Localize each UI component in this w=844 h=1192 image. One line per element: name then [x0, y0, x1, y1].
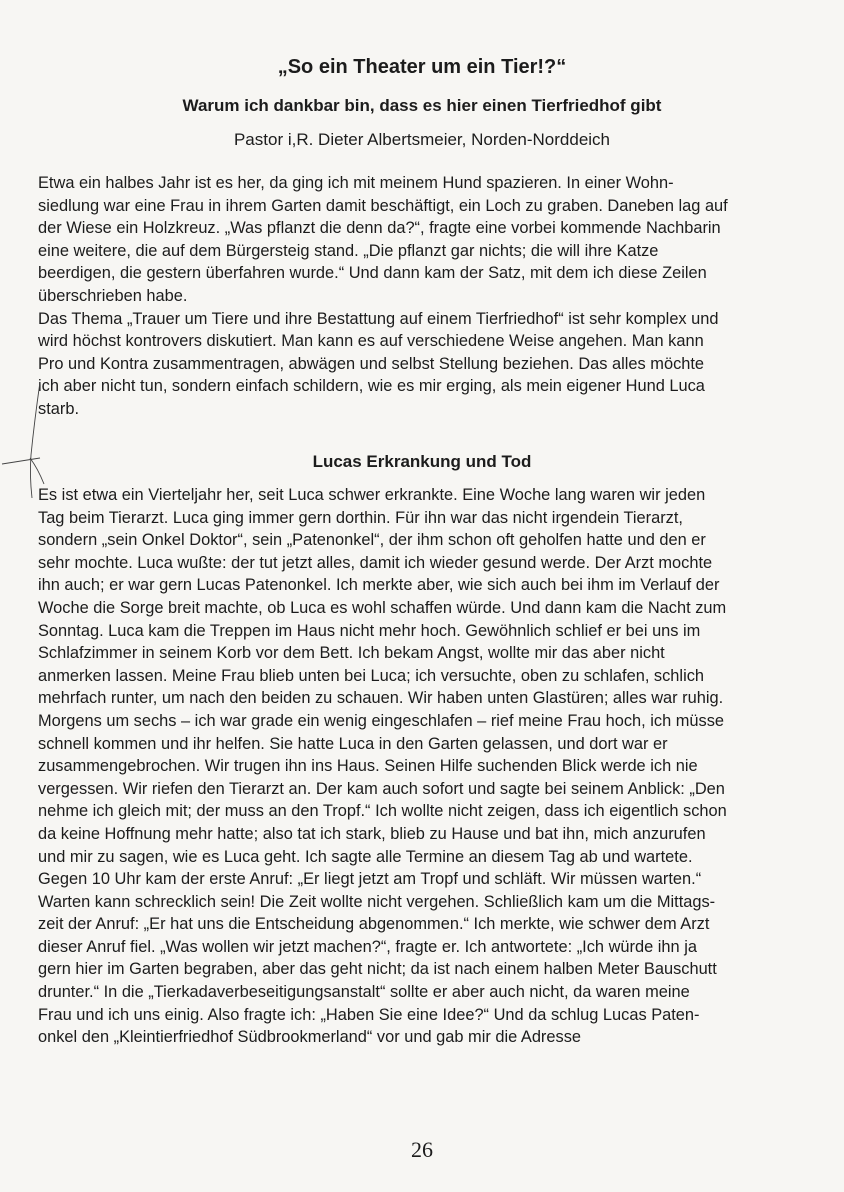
text-line: eine weitere, die auf dem Bürgersteig stand. „Die pflanzt gar nichts; die will ihre Katze [38, 241, 659, 260]
text-line: der Wiese ein Holzkreuz. „Was pflanzt die denn da?“, fragte eine vorbei kommende Nachbarin [38, 219, 721, 238]
text-line: nehme ich gleich mit; der muss an den Tropf.“ Ich wollte nicht zeigen, dass ich eigentlich schon [38, 802, 727, 821]
article-title: „So ein Theater um ein Tier!?“ [277, 56, 567, 78]
text-line: zusammengebrochen. Wir trugen ihn ins Haus. Seinen Hilfe suchenden Blick werde ich nie [38, 757, 698, 776]
page-number: 26 [411, 1137, 433, 1162]
text-line: Das Thema „Trauer um Tiere und ihre Bestattung auf einem Tierfriedhof“ ist sehr komplex und [38, 309, 719, 328]
text-line: siedlung war eine Frau in ihrem Garten damit beschäftigt, ein Loch zu graben. Daneben lag auf [38, 196, 728, 215]
text-line: gern hier im Garten begraben, aber das geht nicht; da ist nach einem halben Meter Bauschutt [38, 960, 717, 979]
text-line: Es ist etwa ein Vierteljahr her, seit Luca schwer erkrankte. Eine Woche lang waren wir jeden [38, 486, 706, 504]
text-line: Frau und ich uns einig. Also fragte ich: „Haben Sie eine Idee?“ Und da schlug Lucas Paten- [38, 1005, 700, 1024]
text-line: dieser Anruf fiel. „Was wollen wir jetzt machen?“, fragte er. Ich antwortete: „Ich würde ihn ja [38, 937, 697, 956]
text-line: Warten kann schrecklich sein! Die Zeit wollte nicht vergehen. Schließlich kam um die Mittags- [38, 892, 716, 911]
text-line: ich aber nicht tun, sondern einfach schildern, wie es mir erging, als mein eigener Hund Luca [38, 377, 705, 396]
text-line: drunter.“ In die „Tierkadaverbeseitigungsanstalt“ sollte er aber auch nicht, da waren meine [38, 983, 690, 1002]
text-line: Tag beim Tierarzt. Luca ging immer gern dorthin. Für ihn war das nicht irgendein Tierarzt, [38, 508, 683, 527]
article-subtitle: Warum ich dankbar bin, dass es hier einen Tierfriedhof gibt [182, 96, 662, 115]
text-line: onkel den „Kleintierfriedhof Südbrookmerland“ vor und gab mir die Adresse [38, 1028, 582, 1047]
text-line: anmerken lassen. Meine Frau blieb unten bei Luca; ich versuchte, oben zu schlafen, schlich [38, 666, 705, 685]
text-line: sehr mochte. Luca wußte: der tut jetzt alles, damit ich wieder gesund werde. Der Arzt mochte [38, 553, 713, 572]
paragraph-intro [38, 172, 796, 421]
pen-mark [0, 380, 60, 510]
text-line: beerdigen, die gestern überfahren wurde.“ Und dann kam der Satz, mit dem ich diese Zeilen [38, 264, 707, 283]
text-line: sondern „sein Onkel Doktor“, sein „Patenonkel“, der ihm schon oft geholfen hatte und den er [38, 531, 706, 550]
text-line: Gegen 10 Uhr kam der erste Anruf: „Er liegt jetzt am Tropf und schläft. Wir müssen warten.“ [38, 870, 702, 889]
section-heading: Lucas Erkrankung und Tod [312, 452, 532, 471]
text-line: Morgens um sechs – ich war grade ein wenig eingeschlafen – rief meine Frau hoch, ich müsse [38, 711, 725, 730]
text-line: ihn auch; er war gern Lucas Patenonkel. Ich merkte aber, wie sich auch bei ihm im Verlauf der [38, 576, 720, 595]
text-line: wird höchst kontrovers diskutiert. Man kann es auf verschiedene Weise angehen. Man kann [38, 332, 704, 351]
article-author: Pastor i,R. Dieter Albertsmeier, Norden-Norddeich [233, 130, 611, 149]
text-line: vergessen. Wir riefen den Tierarzt an. Der kam auch sofort und sagte bei seinem Anblick: „Den [38, 779, 725, 798]
text-line: und mir zu sagen, wie es Luca geht. Ich sagte alle Termine an diesem Tag ab und wartete. [38, 847, 693, 866]
paragraph-story [38, 484, 796, 1049]
text-line: zeit der Anruf: „Er hat uns die Entscheidung abgenommen.“ Ich merkte, wie schwer dem Arzt [38, 915, 710, 934]
text-line: Sonntag. Luca kam die Treppen im Haus nicht mehr hoch. Gewöhnlich schlief er bei uns im [38, 621, 701, 640]
text-line: starb. [38, 399, 79, 418]
text-line: schnell kommen und ihr helfen. Sie hatte Luca in den Garten gelassen, und dort war er [38, 734, 668, 753]
text-line: Pro und Kontra zusammentragen, abwägen und selbst Stellung beziehen. Das alles möchte [38, 354, 705, 373]
text-line: überschrieben habe. [38, 286, 188, 305]
text-line: Woche die Sorge breit machte, ob Luca es wohl schaffen würde. Und dann kam die Nacht zum [38, 598, 727, 617]
text-line: Etwa ein halbes Jahr ist es her, da ging ich mit meinem Hund spazieren. In einer Wohn- [38, 174, 674, 192]
text-line: Schlafzimmer in seinem Korb vor dem Bett. Ich bekam Angst, wollte mir das aber nicht [38, 644, 665, 663]
text-line: mehrfach runter, um nach den beiden zu schauen. Wir haben unten Glastüren; alles war ruhig. [38, 689, 724, 708]
text-line: da keine Hoffnung mehr hatte; also tat ich stark, blieb zu Hause und bat ihn, mich anzurufen [38, 824, 706, 843]
